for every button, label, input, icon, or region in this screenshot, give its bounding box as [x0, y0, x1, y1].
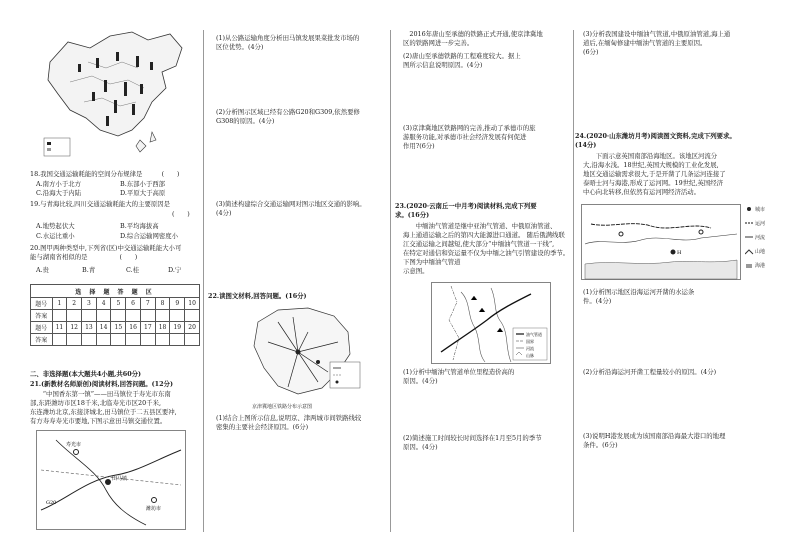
- q23-part-2: (2)简述施工时间较长时间选择在1月至5月的季节 原因。(4分): [403, 434, 542, 451]
- legend-city: 城市: [755, 207, 766, 213]
- jingjinji-railway-map: [238, 302, 368, 402]
- question-18: 18.我国交通运输耗能的空间分布规律是 ( ): [30, 170, 180, 178]
- question-19: 19.与青海比较,四川交通运输耗能大的主要原因是: [30, 200, 171, 208]
- answer-cell[interactable]: [185, 334, 200, 346]
- row-label-question: 题号: [31, 322, 53, 334]
- column-divider-2: [390, 30, 391, 532]
- answer-cell[interactable]: [111, 334, 126, 346]
- answer-cell[interactable]: [82, 334, 97, 346]
- q20-option-b: B.青: [82, 266, 96, 274]
- q24-material: 下面示意英国南部沿海地区。该地区河流分 大,沿海水浅。18世纪,英国大规模的工业化发展, 地区交通运输需求很大,于是开凿了几条运河连接了 泰晤士河与海港,形成了运河网。19世纪,英国经济 中心向北转移,但依然有运河网经济活动。: [583, 152, 726, 196]
- southern-england-canal-map: [581, 204, 741, 280]
- q21-part-3: (3)简述构建综合交通运输网对图示地区交通的影响。 (4分): [216, 200, 366, 217]
- q18-option-a: A.南方小于北方: [36, 180, 81, 188]
- answer-cell[interactable]: [140, 310, 155, 322]
- answer-cell[interactable]: [82, 310, 97, 322]
- jingjinji-map-caption: 京津冀地区铁路分布示意图: [252, 404, 313, 410]
- answer-cell[interactable]: [67, 334, 82, 346]
- answer-cell[interactable]: [140, 334, 155, 346]
- answer-cell[interactable]: [155, 310, 170, 322]
- q18-option-c: C.沿海大于内陆: [36, 189, 82, 197]
- row-label-answer: 答案: [31, 310, 53, 322]
- q20-option-c: C.桂: [126, 266, 140, 274]
- column-divider-1: [203, 30, 204, 532]
- column-divider-3: [573, 30, 574, 532]
- row-label-question: 题号: [31, 298, 53, 310]
- question-number-cell: 3: [82, 298, 97, 310]
- q23-part-1: (1)分析中缅油气管道单位里程造价高的 原因。(4分): [403, 368, 515, 385]
- column-2: [208, 0, 388, 552]
- answer-cell[interactable]: [126, 310, 141, 322]
- q21-part-1: (1)从公路运输角度分析田马镇发展果菜批发市场的 区位优势。(4分): [216, 34, 360, 51]
- question-number-cell: 2: [67, 298, 82, 310]
- question-number-cell: 6: [126, 298, 141, 310]
- question-number-cell: 15: [111, 322, 126, 334]
- q24-part-3: (3)说明H港发展成为该国南部沿海最大港口的地理 条件。(6分): [583, 432, 726, 449]
- question-22: 22.读图文材料,回答问题。(16分): [208, 292, 307, 300]
- q22-intro-text: 2016年唐山至承德的铁路正式开通,使京津冀地 区的铁路网进一步完善。: [403, 30, 543, 47]
- question-number-cell: 12: [67, 322, 82, 334]
- china-map-figure: [40, 22, 190, 162]
- legend-canal: 运河: [755, 221, 766, 227]
- question-20: 20.图甲两种类型中,下列省(区)中交通运输耗能大小可 能与湖南省相似的是 ( ): [30, 244, 182, 261]
- question-24: 24.(2020·山东潍坊月考)阅读图文资料,完成下列要求。 (14分): [575, 132, 736, 149]
- question-number-cell: 18: [155, 322, 170, 334]
- pipeline-legend-3: 河流: [526, 346, 534, 351]
- answer-cell[interactable]: [96, 334, 111, 346]
- answer-cell[interactable]: [52, 334, 67, 346]
- question-number-cell: 11: [52, 322, 67, 334]
- question-number-cell: 1: [52, 298, 67, 310]
- legend-river: 河流: [755, 235, 766, 241]
- question-number-cell: 7: [140, 298, 155, 310]
- answer-cell[interactable]: [111, 310, 126, 322]
- q23-part-3: (3)分析我国建设中缅油气管道,中俄原油管道,海上通 道后,在缅甸修建中缅油气管道的主要原因。 (6分): [583, 30, 731, 56]
- q22-part-1: (1)结合上图所示信息,说明京、津两城市间铁路线较 密集的主要社会经济原因。(6分): [216, 414, 362, 431]
- legend-symbols: [745, 206, 755, 276]
- q22-part-2: (2)唐山至承德铁路的工程难度较大。据上 图所示信息说明原因。(4分): [403, 52, 521, 69]
- q21-material: “中国香东第一镇”——田马镇位于寿光市东南 部,东距潍坊市区18千米,北临寿光市区20千米, 东连潍坊北京,东接济城北,田马镇位于二五县区要冲, 有方寿寿寿光市要地,下图示意田马镇交通位置。: [30, 390, 177, 425]
- section-2-title: 二、非选择题(本大题共4小题,共60分): [30, 370, 142, 378]
- question-number-cell: 16: [126, 322, 141, 334]
- question-number-cell: 20: [185, 322, 200, 334]
- svg-text:H: H: [677, 250, 682, 256]
- question-21: 21.(新教材名师原创)阅读材料,回答问题。(12分): [30, 380, 173, 388]
- q24-part-1: (1)分析图示地区沿海运河开凿的水运条 件。(4分): [583, 288, 695, 305]
- map-legend-box: [745, 206, 781, 276]
- question-number-cell: 5: [111, 298, 126, 310]
- answer-cell[interactable]: [96, 310, 111, 322]
- q23-material: 中缅油气管道是继中亚油气管道、中俄原油管道、 海上通道运输之后的第四大能源进口通道。 随后俄满线联 江交通运输之间越短,使大部分“中缅油气管道一干线”, 在特定对通信和资运量不仅为中缅之油气引管建设的季节。 下图为中缅油气管道 示意图。: [403, 222, 570, 275]
- question-number-cell: 19: [170, 322, 185, 334]
- legend-mountain: 山地: [755, 249, 766, 255]
- question-number-cell: 8: [155, 298, 170, 310]
- q19-paren: ( ): [172, 210, 190, 218]
- pipeline-legend-4: 山脉: [526, 353, 534, 358]
- answer-cell[interactable]: [67, 310, 82, 322]
- question-number-cell: 13: [82, 322, 97, 334]
- q24-part-2: (2)分析沿海运河开凿工程量较小的原因。(4分): [583, 368, 717, 376]
- q19-option-b: B.平均海拔高: [120, 222, 159, 230]
- q20-option-a: A.贵: [36, 266, 50, 274]
- column-1: [0, 0, 202, 552]
- answer-table: [30, 284, 200, 346]
- question-23: 23.(2020·云南丘一中月考)阅读材料,完成下列要 求。(16分): [395, 202, 537, 219]
- question-number-cell: 9: [170, 298, 185, 310]
- q19-option-d: D.综合运输网密度小: [120, 232, 179, 240]
- q18-option-b: B.东部小于西部: [120, 180, 166, 188]
- question-number-cell: 14: [96, 322, 111, 334]
- map-label-weifang: 潍坊市: [146, 506, 162, 512]
- china-myanmar-pipeline-map: [431, 282, 551, 364]
- question-number-cell: 10: [185, 298, 200, 310]
- pipeline-legend-1: 油气管道: [526, 332, 542, 337]
- answer-cell[interactable]: [170, 310, 185, 322]
- answer-cell[interactable]: [185, 310, 200, 322]
- question-number-cell: 17: [140, 322, 155, 334]
- map-label-g20: G20: [46, 500, 57, 506]
- column-3: [395, 0, 571, 552]
- q19-option-c: C.水运比重小: [36, 232, 75, 240]
- q19-option-a: A.地势起伏大: [36, 222, 75, 230]
- answer-cell[interactable]: [155, 334, 170, 346]
- tianma-town-map: [36, 430, 186, 530]
- answer-cell[interactable]: [52, 310, 67, 322]
- pipeline-legend-2: 国界: [526, 339, 534, 344]
- answer-cell[interactable]: [126, 334, 141, 346]
- answer-cell[interactable]: [170, 334, 185, 346]
- question-number-cell: 4: [96, 298, 111, 310]
- answer-table-title: 选 择 题 答 题 区: [31, 285, 200, 298]
- q20-option-d: D.宁: [168, 266, 182, 274]
- row-label-answer: 答案: [31, 334, 53, 346]
- map-label-tianma: 田马镇: [112, 476, 128, 482]
- q21-part-2: (2)分析图示区域已经有公路G20和G309,依然要修 G308的原因。(4分): [216, 108, 360, 125]
- legend-port: 海港: [755, 263, 766, 269]
- q22-part-3: (3)京津冀地区铁路网的完善,推动了承德市的旅 游服务功能,对承德市社会经济发展有何促进 作用?(6分): [403, 124, 536, 150]
- q18-option-d: D.平原大于高原: [120, 189, 166, 197]
- column-4: [575, 0, 794, 552]
- map-label-shouguang: 寿光市: [66, 442, 82, 448]
